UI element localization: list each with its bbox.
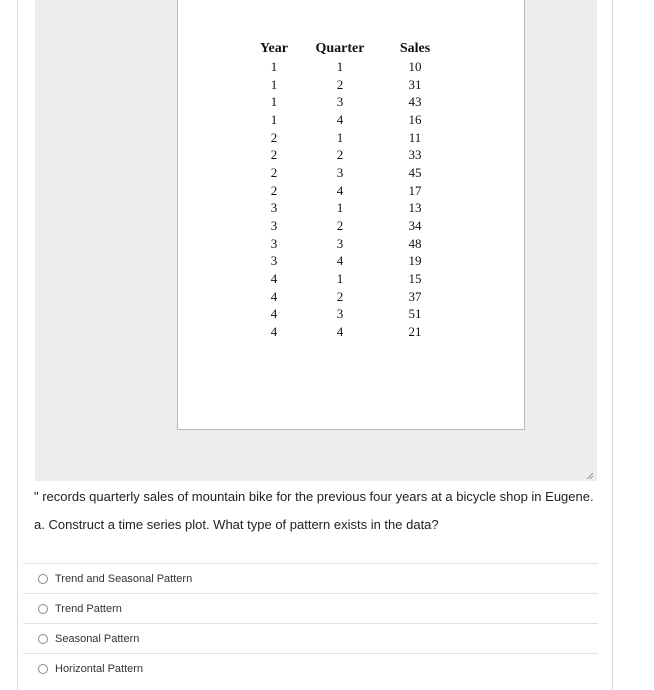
cell-year: 4 bbox=[270, 306, 278, 322]
cell-quarter: 1 bbox=[336, 200, 344, 216]
cell-quarter: 1 bbox=[336, 58, 344, 74]
table-row bbox=[256, 200, 442, 218]
cell-sales: 51 bbox=[408, 306, 422, 322]
cell-year: 1 bbox=[270, 94, 278, 110]
cell-quarter: 4 bbox=[336, 182, 344, 198]
option-trend[interactable] bbox=[23, 593, 598, 623]
option-trend-and-seasonal[interactable] bbox=[23, 563, 598, 593]
cell-sales: 10 bbox=[408, 58, 422, 74]
cell-sales: 13 bbox=[408, 200, 422, 216]
option-label: Seasonal Pattern bbox=[55, 632, 140, 645]
table-row bbox=[256, 306, 442, 324]
question-intro: " records quarterly sales of mountain bike for the previous four years at a bicycle shop in Eugene. bbox=[34, 489, 594, 504]
option-label: Trend and Seasonal Pattern bbox=[55, 572, 193, 585]
cell-year: 2 bbox=[270, 147, 278, 163]
cell-year: 4 bbox=[270, 271, 278, 287]
radio-button[interactable] bbox=[38, 634, 48, 644]
radio-button[interactable] bbox=[38, 664, 48, 674]
cell-quarter: 3 bbox=[336, 306, 344, 322]
cell-quarter: 4 bbox=[336, 253, 344, 269]
cell-sales: 37 bbox=[408, 288, 422, 304]
table-row bbox=[256, 235, 442, 253]
header-quarter: Quarter bbox=[315, 40, 365, 56]
cell-quarter: 3 bbox=[336, 164, 344, 180]
header-sales: Sales bbox=[399, 40, 431, 56]
cell-sales: 15 bbox=[408, 271, 422, 287]
cell-year: 4 bbox=[270, 324, 278, 340]
option-label: Horizontal Pattern bbox=[55, 662, 144, 675]
option-label: Trend Pattern bbox=[55, 602, 122, 615]
cell-sales: 43 bbox=[408, 94, 422, 110]
cell-sales: 45 bbox=[408, 164, 422, 180]
cell-year: 1 bbox=[270, 58, 278, 74]
resize-handle-icon[interactable] bbox=[587, 473, 593, 479]
cell-year: 3 bbox=[270, 253, 278, 269]
answer-options bbox=[23, 563, 598, 683]
cell-year: 3 bbox=[270, 218, 278, 234]
cell-year: 3 bbox=[270, 200, 278, 216]
table-header-row bbox=[256, 39, 442, 58]
cell-quarter: 3 bbox=[336, 235, 344, 251]
cell-sales: 33 bbox=[408, 147, 422, 163]
table-row bbox=[256, 111, 442, 129]
cell-quarter: 4 bbox=[336, 111, 344, 127]
question-text bbox=[34, 488, 594, 533]
cell-year: 3 bbox=[270, 235, 278, 251]
cell-year: 4 bbox=[270, 288, 278, 304]
cell-quarter: 2 bbox=[336, 218, 344, 234]
data-table-container bbox=[177, 0, 525, 430]
cell-sales: 16 bbox=[408, 111, 422, 127]
question-part-a: a. Construct a time series plot. What type of pattern exists in the data? bbox=[34, 517, 439, 532]
cell-quarter: 2 bbox=[336, 147, 344, 163]
cell-sales: 34 bbox=[408, 218, 422, 234]
cell-sales: 17 bbox=[408, 182, 422, 198]
table-row bbox=[256, 129, 442, 147]
table-row bbox=[256, 253, 442, 271]
cell-sales: 19 bbox=[408, 253, 422, 269]
cell-quarter: 2 bbox=[336, 288, 344, 304]
option-seasonal[interactable] bbox=[23, 623, 598, 653]
table-row bbox=[256, 164, 442, 182]
cell-year: 2 bbox=[270, 164, 278, 180]
cell-quarter: 2 bbox=[336, 76, 344, 92]
table-row bbox=[256, 58, 442, 76]
cell-quarter: 3 bbox=[336, 94, 344, 110]
cell-sales: 48 bbox=[408, 235, 422, 251]
sales-data-table bbox=[256, 39, 442, 341]
cell-sales: 11 bbox=[408, 129, 422, 145]
table-row bbox=[256, 270, 442, 288]
cell-sales: 21 bbox=[408, 324, 422, 340]
question-image bbox=[35, 0, 597, 481]
cell-quarter: 4 bbox=[336, 324, 344, 340]
cell-year: 2 bbox=[270, 129, 278, 145]
option-horizontal[interactable] bbox=[23, 653, 598, 683]
table-row bbox=[256, 217, 442, 235]
table-row bbox=[256, 93, 442, 111]
cell-quarter: 1 bbox=[336, 129, 344, 145]
cell-year: 1 bbox=[270, 76, 278, 92]
table-row bbox=[256, 323, 442, 341]
radio-button[interactable] bbox=[38, 604, 48, 614]
cell-year: 2 bbox=[270, 182, 278, 198]
table-row bbox=[256, 182, 442, 200]
cell-quarter: 1 bbox=[336, 271, 344, 287]
radio-button[interactable] bbox=[38, 574, 48, 584]
table-row bbox=[256, 76, 442, 94]
table-row bbox=[256, 146, 442, 164]
header-year: Year bbox=[260, 40, 288, 56]
table-row bbox=[256, 288, 442, 306]
cell-year: 1 bbox=[270, 111, 278, 127]
cell-sales: 31 bbox=[408, 76, 422, 92]
